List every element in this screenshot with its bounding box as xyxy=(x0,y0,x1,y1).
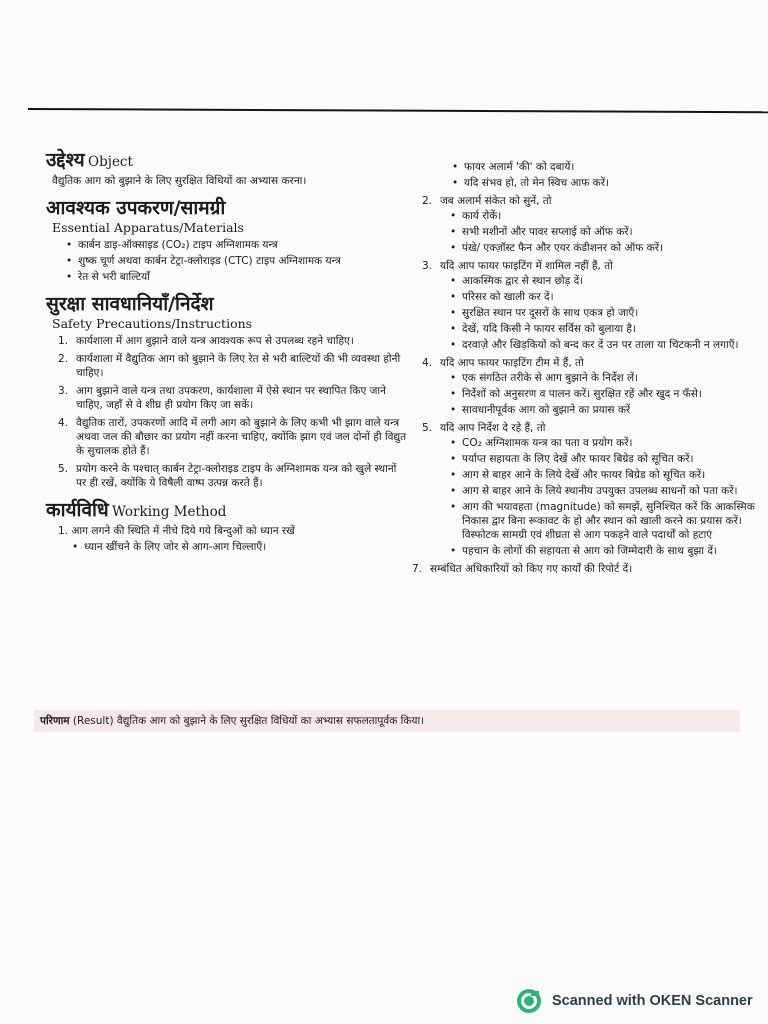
watermark-text: Scanned with OKEN Scanner xyxy=(552,993,753,1009)
list-item: • आकस्मिक द्वार से स्थान छोड़ दें। xyxy=(448,274,762,288)
list-item xyxy=(58,384,408,412)
list-item: • शुष्क चूर्ण अथवा कार्बन टेट्रा-क्लोराइड (CTC) टाइप अग्निशामक यन्त्र xyxy=(64,254,408,268)
result-label-hi: परिणाम xyxy=(40,715,70,727)
working-step-1: 1. आग लगने की स्थिति में नीचे दिये गये बिन्दुओं को ध्यान रखें xyxy=(58,525,295,537)
list-item xyxy=(58,352,408,380)
list-item: • कार्बन डाइ-ऑक्साइड (CO₂) टाइप अग्निशामक यन्त्र xyxy=(64,238,408,252)
list-item xyxy=(58,416,408,458)
working-step-3 xyxy=(422,259,762,352)
item-text: कार्यशाला में वैद्युतिक आग को बुझाने के लिए रेत से भरी बाल्टियों की भी व्यवस्था होनी चाहिए। xyxy=(76,353,401,379)
item-text: जब अलार्म संकेत को सुनें, तो xyxy=(440,195,552,207)
list-item: • ध्यान खींचने के लिए जोर से आग-आग चिल्लाएँ। xyxy=(70,540,408,554)
working-step-1-bullets xyxy=(70,540,408,554)
object-heading-hi: उद्देश्य xyxy=(46,149,85,171)
item-number: 4. xyxy=(422,357,433,369)
list-item: • सावधानीपूर्वक आग को बुझाने का प्रयास करें xyxy=(448,403,762,417)
working-heading xyxy=(46,498,408,522)
list-item: • दरवाज़े और खिड़कियों को बन्द कर दें उन पर ताला या चिटकनी न लगाएँ। xyxy=(448,338,762,352)
object-text: वैद्युतिक आग को बुझाने के लिए सुरक्षित विधियों का अभ्यास करना। xyxy=(52,175,307,187)
result-label-en: (Result) xyxy=(72,715,114,727)
apparatus-heading-hi: आवश्यक उपकरण/सामग्री xyxy=(46,197,226,219)
working-step-5-bullets xyxy=(448,436,762,558)
list-item xyxy=(58,334,408,348)
item-number: 5. xyxy=(422,422,433,434)
list-item: • पंखे/ एक्ज़ॉस्ट फैन और एयर कंडीशनर को ऑफ करें। xyxy=(448,241,762,255)
safety-subtitle: Safety Precautions/Instructions xyxy=(52,316,253,331)
list-item: • सुरक्षित स्थान पर दूसरों के साथ एकत्र हो जाएँ। xyxy=(448,306,762,320)
item-text: वैद्युतिक तारों, उपकरणों आदि में लगी आग को बुझाने के लिए कभी भी झाग वाले यन्त्र अथवा जल की बौछार का प्रयोग नहीं करना चाहिए, क्योंकि झाग एवं जल दोनों ही विद्युत के सुचालक होते हैं। xyxy=(76,417,407,457)
list-item: • निर्देशों को अनुसरण व पालन करें। सुरक्षित रहें और खुद न फँसे। xyxy=(448,387,762,401)
safety-heading-hi: सुरक्षा सावधानियाँ/निर्देश xyxy=(46,293,214,315)
list-item: • कार्य रोकें। xyxy=(448,209,762,223)
list-item: • देखें, यदि किसी ने फायर सर्विस को बुलाया है। xyxy=(448,322,762,336)
item-number: 5. xyxy=(58,463,69,475)
item-number: 4. xyxy=(58,417,69,429)
working-step-3-bullets xyxy=(448,274,762,352)
list-item xyxy=(58,462,408,490)
working-step-7 xyxy=(412,562,762,576)
list-item: • CO₂ अग्निशामक यन्त्र का पता व प्रयोग करें। xyxy=(448,436,762,450)
list-item: • पहचान के लोगों की सहायता से आग को जिम्मेदारी के साथ बुझा दें। xyxy=(448,544,762,558)
list-item: • रेत से भरी बाल्टियाँ xyxy=(64,270,408,284)
safety-heading xyxy=(46,292,408,316)
list-item: • आग से बाहर आने के लिये स्थानीय उपयुक्त उपलब्ध साधनों को पता करें। xyxy=(448,484,762,498)
list-item: • सभी मशीनों और पावर सप्लाई को ऑफ करें। xyxy=(448,225,762,239)
working-step-1-continued xyxy=(450,160,762,190)
apparatus-subtitle: Essential Apparatus/Materials xyxy=(52,220,244,235)
item-number: 7. xyxy=(412,563,423,575)
item-text: यदि आप फायर फाइटिंग में शामिल नहीं हैं, तो xyxy=(440,260,613,272)
item-number: 2. xyxy=(422,195,433,207)
list-item: • आग से बाहर आने के लिये देखें और फायर बिग्रेड को सूचित करें। xyxy=(448,468,762,482)
list-item: • एक संगठित तरीके से आग बुझाने के निर्देश लें। xyxy=(448,371,762,385)
working-heading-hi: कार्यविधि xyxy=(46,499,109,521)
list-item: • यदि संभव हो, तो मेन स्विच आफ करें। xyxy=(450,176,762,190)
item-text: प्रयोग करने के पश्चात् कार्बन टेट्रा-क्लोराइड टाइप के अग्निशामक यन्त्र को खुले स्थानों पर ही रखें, क्योंकि ये विषैली वाष्प उत्पन्न करते हैं। xyxy=(76,463,397,489)
safety-list xyxy=(46,334,408,490)
item-number: 3. xyxy=(58,385,69,397)
oken-scanner-logo-icon xyxy=(516,988,542,1014)
working-step-5 xyxy=(422,421,762,558)
right-column xyxy=(412,160,762,580)
item-text: आग बुझाने वाले यन्त्र तथा उपकरण, कार्यशाला में ऐसे स्थान पर स्थापित किए जाने चाहिए, जहाँ से वे शीघ्र ही प्रयोग किए जा सकें। xyxy=(76,385,386,411)
working-step-4 xyxy=(422,356,762,417)
object-heading xyxy=(46,148,408,172)
item-number: 3. xyxy=(422,260,433,272)
list-item: • आग की भयावहता (magnitude) को समझें, सुनिश्चित करें कि आकस्मिक निकास द्वार बिना रूकावट के हो और स्थान को खाली करने का प्रयास करें। विस्फोटक सामग्री एवं शीघ्रता से आग पकड़ने वाले पदार्थों को हटाएं xyxy=(448,500,762,542)
item-number: 2. xyxy=(58,353,69,365)
list-item: • परिसर को खाली कर दें। xyxy=(448,290,762,304)
working-step-2-bullets xyxy=(448,209,762,255)
apparatus-heading xyxy=(46,196,408,220)
list-item: • पर्याप्त सहायता के लिए देखें और फायर बिग्रेड को सूचित करें। xyxy=(448,452,762,466)
item-text: कार्यशाला में आग बुझाने वाले यन्त्र आवश्यक रूप से उपलब्ध रहने चाहिए। xyxy=(76,335,354,347)
result-text: वैद्युतिक आग को बुझाने के लिए सुरक्षित विधियों का अभ्यास सफलतापूर्वक किया। xyxy=(116,715,425,727)
result-band xyxy=(34,710,740,732)
item-number: 1. xyxy=(58,335,69,347)
working-heading-en: Working Method xyxy=(111,504,227,520)
scanner-watermark xyxy=(516,988,753,1014)
item-text: यदि आप निर्देश दे रहे हैं, तो xyxy=(440,422,546,434)
apparatus-list xyxy=(46,238,408,284)
left-column xyxy=(46,148,408,556)
object-heading-en: Object xyxy=(88,154,133,170)
working-step-4-bullets xyxy=(448,371,762,417)
item-text: यदि आप फायर फाइटिंग टीम में हैं, तो xyxy=(440,357,584,369)
item-text: सम्बंधित अधिकारियों को किए गए कार्यों की रिपोर्ट दें। xyxy=(430,563,633,575)
working-step-2 xyxy=(422,194,762,255)
list-item: • फायर अलार्म 'की' को दबायें। xyxy=(450,160,762,174)
